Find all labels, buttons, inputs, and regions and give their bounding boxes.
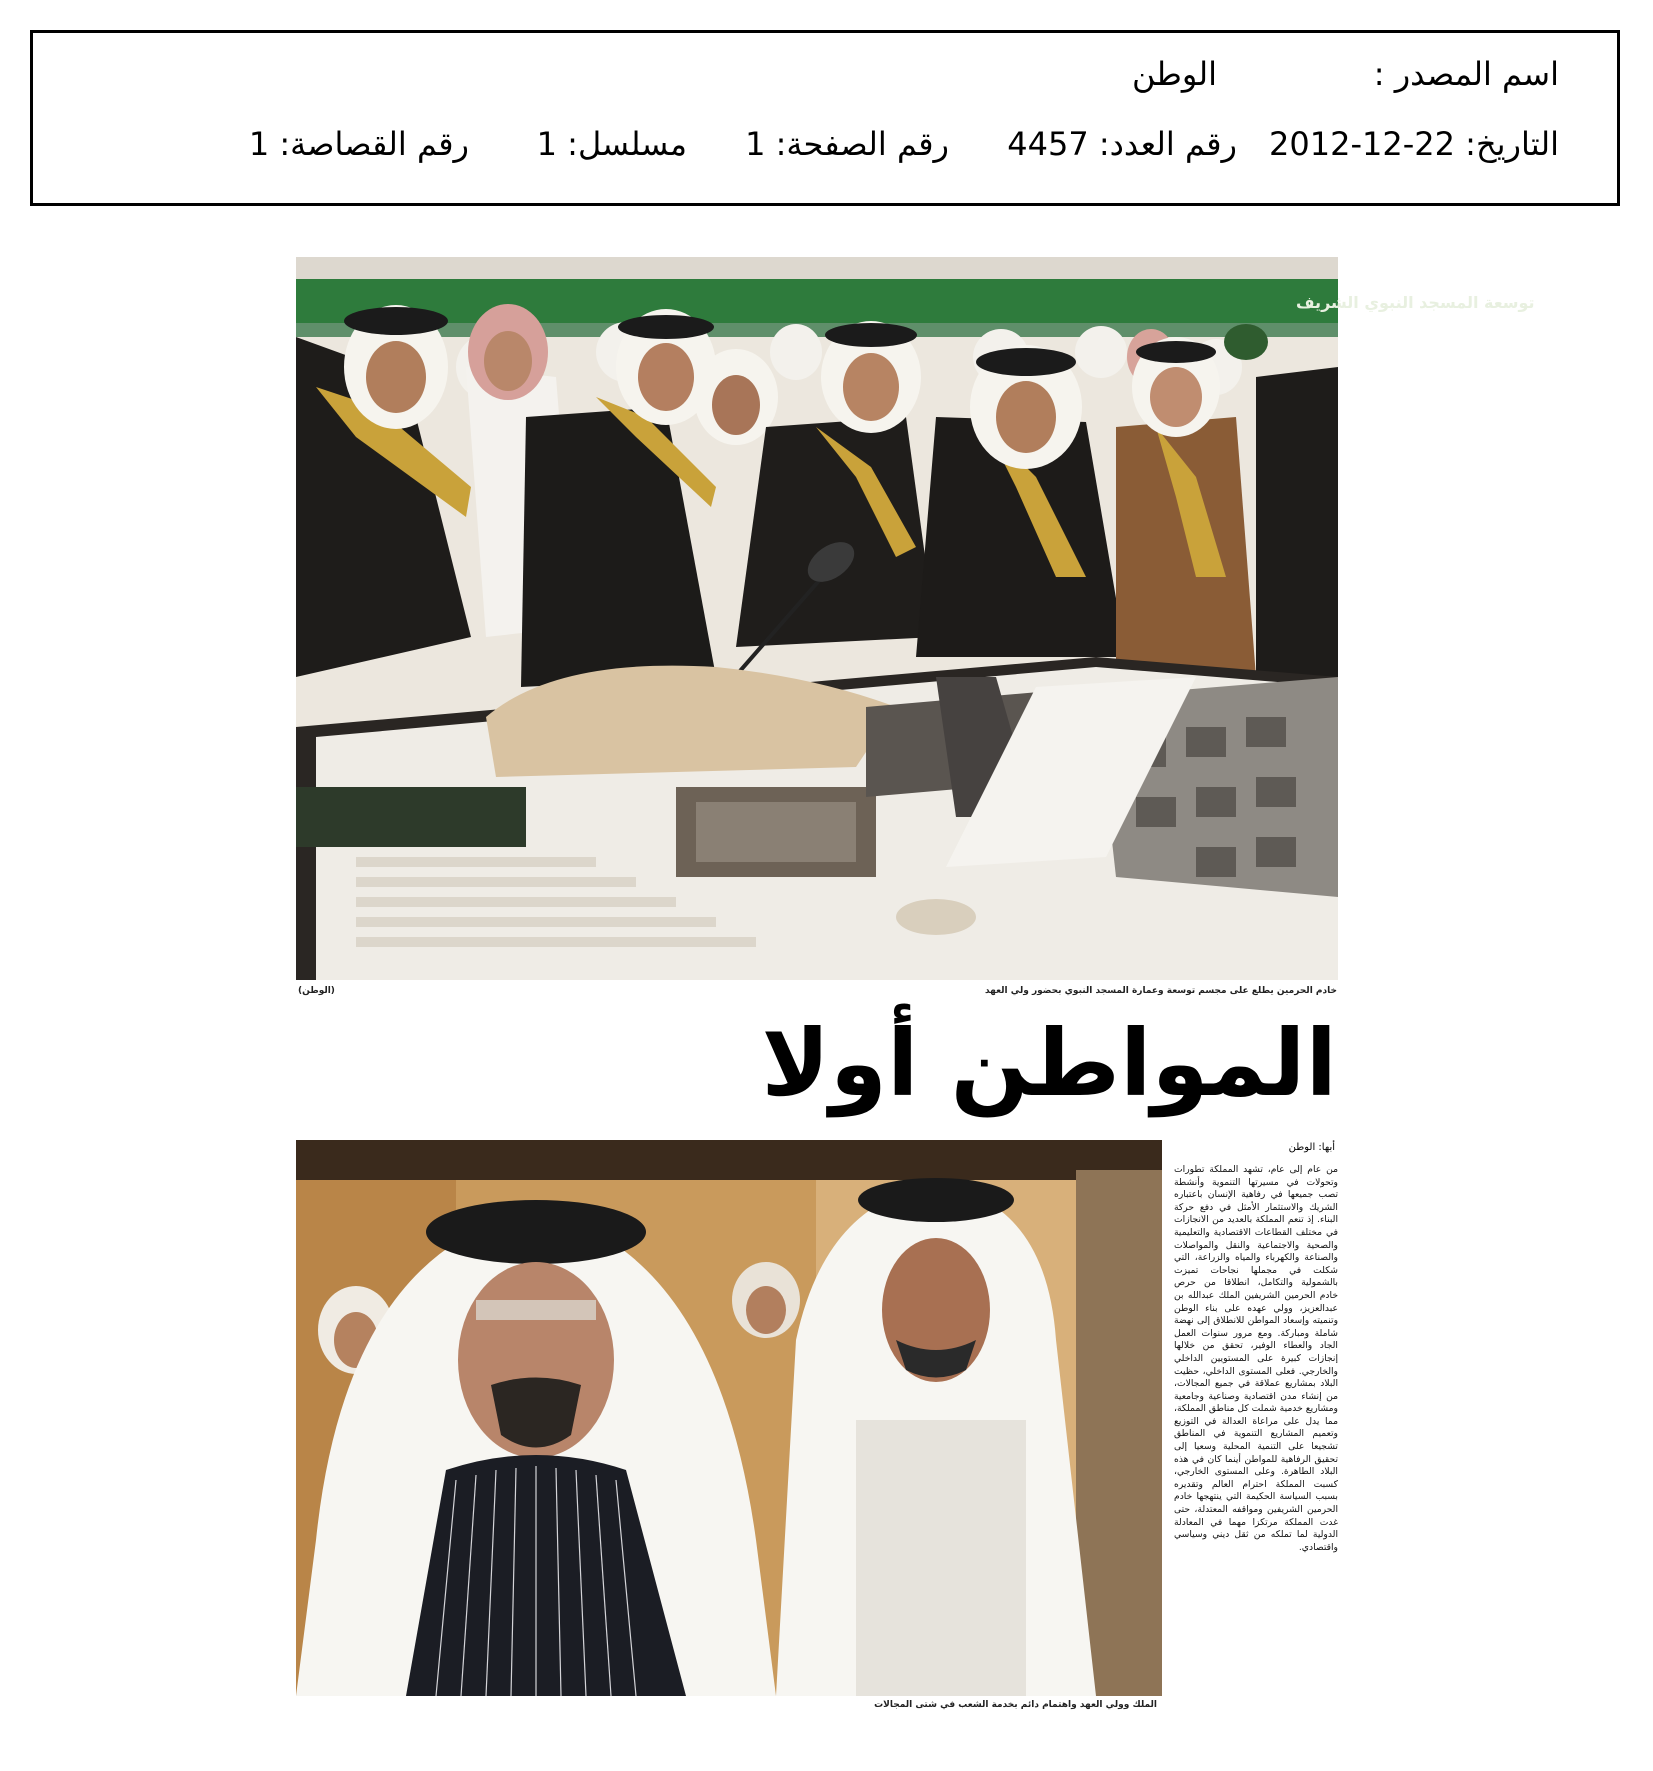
banner-text: توسعة المسجد النبوي الشريف	[1296, 293, 1535, 312]
issue-number: رقم العدد: 4457	[1007, 125, 1237, 163]
photo2-caption: الملك وولي العهد واهتمام دائم بخدمة الشعب في شتى المجالات	[874, 1700, 1157, 1710]
page-number: رقم الصفحة: 1	[745, 125, 949, 163]
king-crown-prince-photo	[296, 1140, 1162, 1696]
article-body: من عام إلى عام، تشهد المملكة تطورات وتحولات في مسيرتها التنموية وأنشطة تصب جميعها في رفاهية الإنسان باعتباره الشريك والاستثمار الأمثل في دفع حركة البناء. إذ تنعم المملكة بالعديد من الانجازات في مختلف القطاعات الاقتصادية والتعليمية والصحية والاجتماعية والنقل والمواصلات والصناعة والكهرباء والمياه والزراعة، التي شكلت في مجملها نجاحات تميزت بالشمولية والتكامل، انطلاقا من حرص خادم الحرمين الشريفين الملك عبدالله بن عبدالعزيز، وولي عهده على بناء الوطن وتنميته وإسعاد المواطن للانطلاق إلى نهضة شاملة ومباركة. ومع مرور سنوات العمل الجاد والعطاء الوفير، تحقق من خلالها إنجازات كبيرة على المستويين الداخلي والخارجي. فعلى المستوى الداخلي، حظيت البلاد بمشاريع عملاقة في جميع المجالات، من إنشاء مدن اقتصادية وصناعية وجامعية ومشاريع خدمية شملت كل مناطق المملكة، مما يدل على مراعاة العدالة في التوزيع وتعميم المشاريع التنموية في المناطق تشجيعا على التنمية المحلية وسعيا إلى تحقيق الرفاهية للمواطن أينما كان في هذه البلاد الطاهرة. وعلى المستوى الخارجي، كسبت المملكة احترام العالم وتقديره بسبب السياسة الحكيمة التي ينتهجها خادم الحرمين الشريفين ومواقفه المعتدلة، حتى غدت المملكة مرتكزا مهما في المعادلة الدولية لما تملكه من ثقل ديني وسياسي واقتصادي.	[1174, 1164, 1338, 1553]
byline: أبها: الوطن	[1288, 1142, 1335, 1153]
date-field: التاريخ: 22-12-2012	[1269, 125, 1559, 163]
mosque-model-photo	[296, 257, 1535, 980]
clipping-metadata-box	[30, 30, 1620, 206]
serial-number: مسلسل: 1	[536, 125, 687, 163]
photo1-credit: (الوطن)	[298, 986, 335, 996]
photo1-caption: خادم الحرمين يطلع على مجسم توسعة وعمارة المسجد النبوي بحضور ولي العهد	[984, 986, 1337, 996]
source-value: الوطن	[1132, 55, 1217, 93]
source-label: اسم المصدر :	[1373, 55, 1559, 93]
clip-number: رقم القصاصة: 1	[248, 125, 469, 163]
headline: المواطن أولا	[761, 1010, 1337, 1117]
